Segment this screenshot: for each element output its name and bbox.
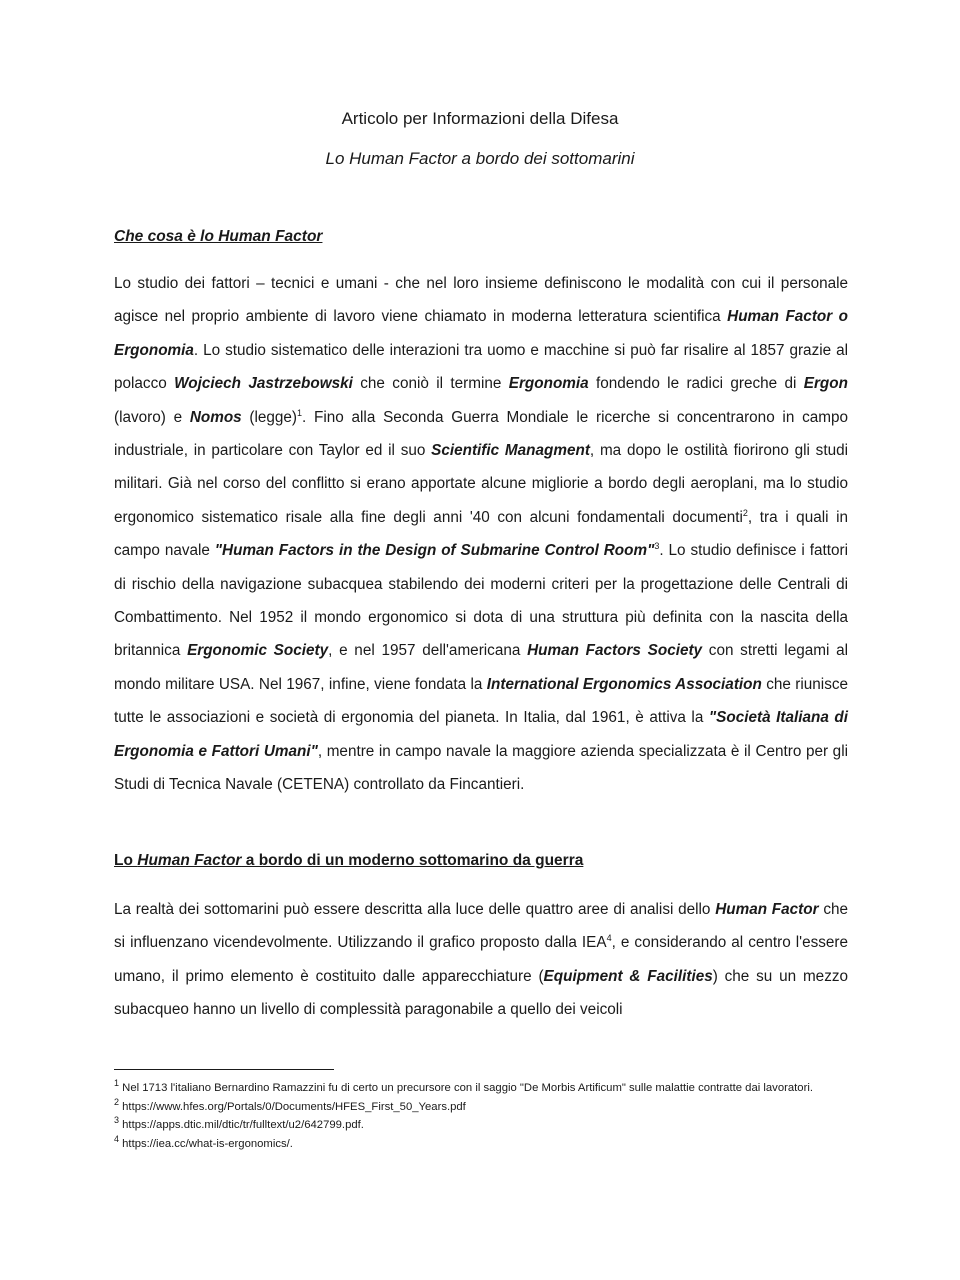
footnote-separator xyxy=(114,1069,334,1070)
document-title: Articolo per Informazioni della Difesa xyxy=(341,109,619,128)
emphasis-text: International Ergonomics Association xyxy=(486,675,762,693)
footnote xyxy=(114,1079,854,1098)
footnote-number: 2 xyxy=(114,1096,120,1107)
paragraph-text: (lavoro) e xyxy=(114,408,190,426)
footnote xyxy=(114,1098,854,1117)
heading-text: Lo xyxy=(114,852,138,869)
footnote xyxy=(114,1116,854,1135)
emphasis-text: Ergon xyxy=(803,375,848,393)
paragraph-text: (legge) xyxy=(241,408,298,426)
paragraph-text: con stretti legami al mondo militare USA. Nel 1967, infine, viene fondata la xyxy=(114,642,848,693)
footnote-ref[interactable]: 2 xyxy=(742,507,748,518)
footnote-number: 3 xyxy=(114,1115,120,1126)
paragraph-text: che si influenzano vicendevolmente. Utilizzando il grafico proposto dalla IEA xyxy=(114,901,848,952)
footnote-link[interactable]: https://iea.cc/what-is-ergonomics/. xyxy=(119,1137,293,1150)
section-paragraph xyxy=(114,893,848,1027)
document-subtitle: Lo Human Factor a bordo dei sottomarini xyxy=(325,149,635,168)
footnote-number: 1 xyxy=(114,1078,120,1089)
paragraph-text: che riunisce tutte le associazioni e società di ergonomia del pianeta. In Italia, dal 1961, è attiva la xyxy=(114,675,848,727)
emphasis-text: Human Factor xyxy=(715,901,819,918)
emphasis-text: Human Factor o Ergonomia xyxy=(114,308,849,359)
footnote-ref[interactable]: 3 xyxy=(654,541,660,552)
emphasis-text: Wojciech Jastrzebowski xyxy=(174,375,353,393)
paragraph-text: Lo studio dei fattori – tecnici e umani - che nel loro insieme definiscono le modalità con cui il personale agisce nel proprio ambiente di lavoro viene chiamato in moderna letteratura scientifica xyxy=(114,275,848,326)
emphasis-text: Ergonomic Society xyxy=(187,642,329,660)
footnote-link[interactable]: https://www.hfes.org/Portals/0/Documents/HFES_First_50_Years.pdf xyxy=(119,1100,466,1113)
footnote-ref[interactable]: 1 xyxy=(297,407,303,418)
paragraph-text: , e considerando al centro l'essere umano, il primo elemento è costituito dalle apparecchiature ( xyxy=(114,934,848,985)
footnote-link[interactable]: https://apps.dtic.mil/dtic/tr/fulltext/u2/642799.pdf. xyxy=(119,1119,364,1131)
section-heading-submarine xyxy=(114,852,583,870)
paragraph-text: . Lo studio sistematico delle interazioni tra uomo e macchine si può far risalire al 1857 grazie al polacco xyxy=(114,341,848,393)
paragraph-text: fondendo le radici greche di xyxy=(588,375,804,393)
heading-emphasis: Human Factor xyxy=(137,852,242,869)
paragraph-text: , e nel 1957 dell'americana xyxy=(328,642,528,660)
footnote-ref[interactable]: 4 xyxy=(606,933,612,944)
emphasis-text: Human Factors Society xyxy=(527,642,703,660)
section-paragraph xyxy=(114,267,848,802)
paragraph-text: . Fino alla Seconda Guerra Mondiale le ricerche si concentrarono in campo industriale, in particolare con Taylor ed il suo xyxy=(114,408,848,460)
paragraph-text: , mentre in campo navale la maggiore azienda specializzata è il Centro per gli Studi di Tecnica Navale (CETENA) controllato da Fincantieri. xyxy=(114,742,848,794)
paragraph-text: , ma dopo le ostilità fiorirono gli studi militari. Già nel corso del conflitto si erano apportate alcune migliorie a bordo degli aeroplani, ma lo studio ergonomico sistematico risale alla fine degli anni '40 con alcuni fondamentali documenti xyxy=(114,442,848,526)
emphasis-text: "Human Factors in the Design of Submarine Control Room" xyxy=(214,542,655,560)
footnote-text: Nel 1713 l'italiano Bernardino Ramazzini fu di certo un precursore con il saggio "De Morbis Artificum" sulle malattie contratte dai lavoratori. xyxy=(119,1082,813,1094)
section-heading-what-is-human-factor: Che cosa è lo Human Factor xyxy=(114,228,323,245)
emphasis-text: Ergonomia xyxy=(508,375,589,393)
emphasis-text: Scientific Managment xyxy=(431,442,590,460)
paragraph-text: . Lo studio definisce i fattori di rischio della navigazione subacquea stabilendo dei moderni criteri per la progettazione delle Centrali di Combattimento. Nel 1952 il mondo ergonomico si dota di una struttura più definita con la nascita della britannica xyxy=(114,542,848,660)
paragraph-text: La realtà dei sottomarini può essere descritta alla luce delle quattro aree di analisi dello xyxy=(114,901,716,918)
heading-text: a bordo di un moderno sottomarino da guerra xyxy=(241,852,584,869)
paragraph-text: , tra i quali in campo navale xyxy=(114,508,848,560)
emphasis-text: Nomos xyxy=(189,408,242,426)
footnote xyxy=(114,1135,854,1154)
emphasis-text: Equipment & Facilities xyxy=(543,967,713,985)
footnote-number: 4 xyxy=(114,1133,120,1144)
footnotes xyxy=(114,1079,854,1153)
emphasis-text: "Società Italiana di Ergonomia e Fattori Umani" xyxy=(114,709,848,760)
paragraph-text: ) che su un mezzo subacqueo hanno un livello di complessità paragonabile a quello dei veicoli xyxy=(114,967,848,1019)
paragraph-text: che coniò il termine xyxy=(352,375,509,393)
